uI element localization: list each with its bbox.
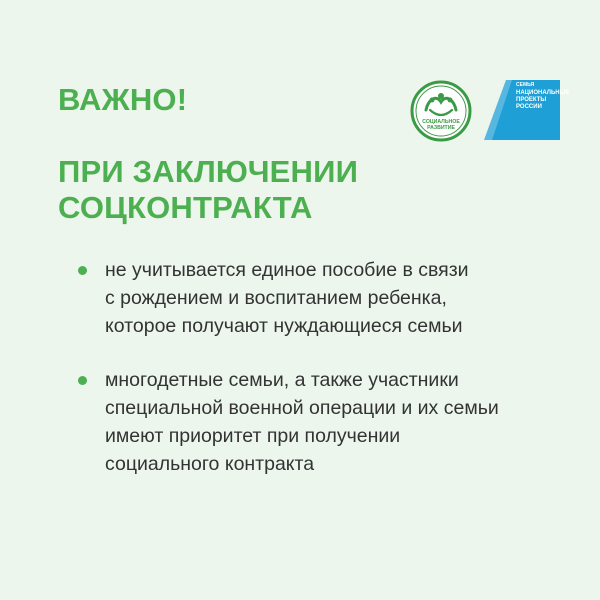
bullet-line: которое получают нуждающиеся семьи: [105, 315, 463, 337]
headline: [58, 82, 358, 226]
partner-logos: [410, 78, 570, 144]
list-item: [78, 256, 578, 340]
social-development-caption: [410, 119, 472, 131]
people-in-circle-icon: [410, 80, 472, 142]
bullet-dot-icon: [78, 266, 87, 275]
bullet-text: [105, 256, 578, 340]
caption-line-2: РАЗВИТИЕ: [427, 125, 455, 131]
bullet-dot-icon: [78, 376, 87, 385]
title-line-1: ПРИ ЗАКЛЮЧЕНИИ: [58, 154, 359, 189]
title-line-2: СОЦКОНТРАКТА: [58, 190, 313, 225]
bullet-line: с рождением и воспитанием ребенка,: [105, 287, 447, 309]
bullet-line: имеют приоритет при получении: [105, 425, 401, 447]
important-label: ВАЖНО!: [58, 82, 188, 117]
bullet-line: специальной военной операции и их семьи: [105, 397, 499, 419]
bullet-list: [78, 256, 578, 504]
national-projects-text: [516, 82, 570, 111]
list-item: [78, 366, 578, 478]
np-line-1: НАЦИОНАЛЬНЫЕ: [516, 90, 570, 96]
social-development-logo: [410, 80, 472, 142]
caption-line-1: СОЦИАЛЬНОЕ: [422, 119, 460, 125]
bullet-line: социального контракта: [105, 453, 315, 475]
np-line-2: ПРОЕКТЫ: [516, 97, 547, 103]
np-brand: СЕМЬЯ: [516, 82, 535, 88]
bullet-line: многодетные семьи, а также участники: [105, 369, 459, 391]
np-line-3: РОССИИ: [516, 104, 542, 110]
national-projects-logo: [482, 78, 570, 142]
bullet-line: не учитывается единое пособие в связи: [105, 259, 469, 281]
bullet-text: [105, 366, 578, 478]
